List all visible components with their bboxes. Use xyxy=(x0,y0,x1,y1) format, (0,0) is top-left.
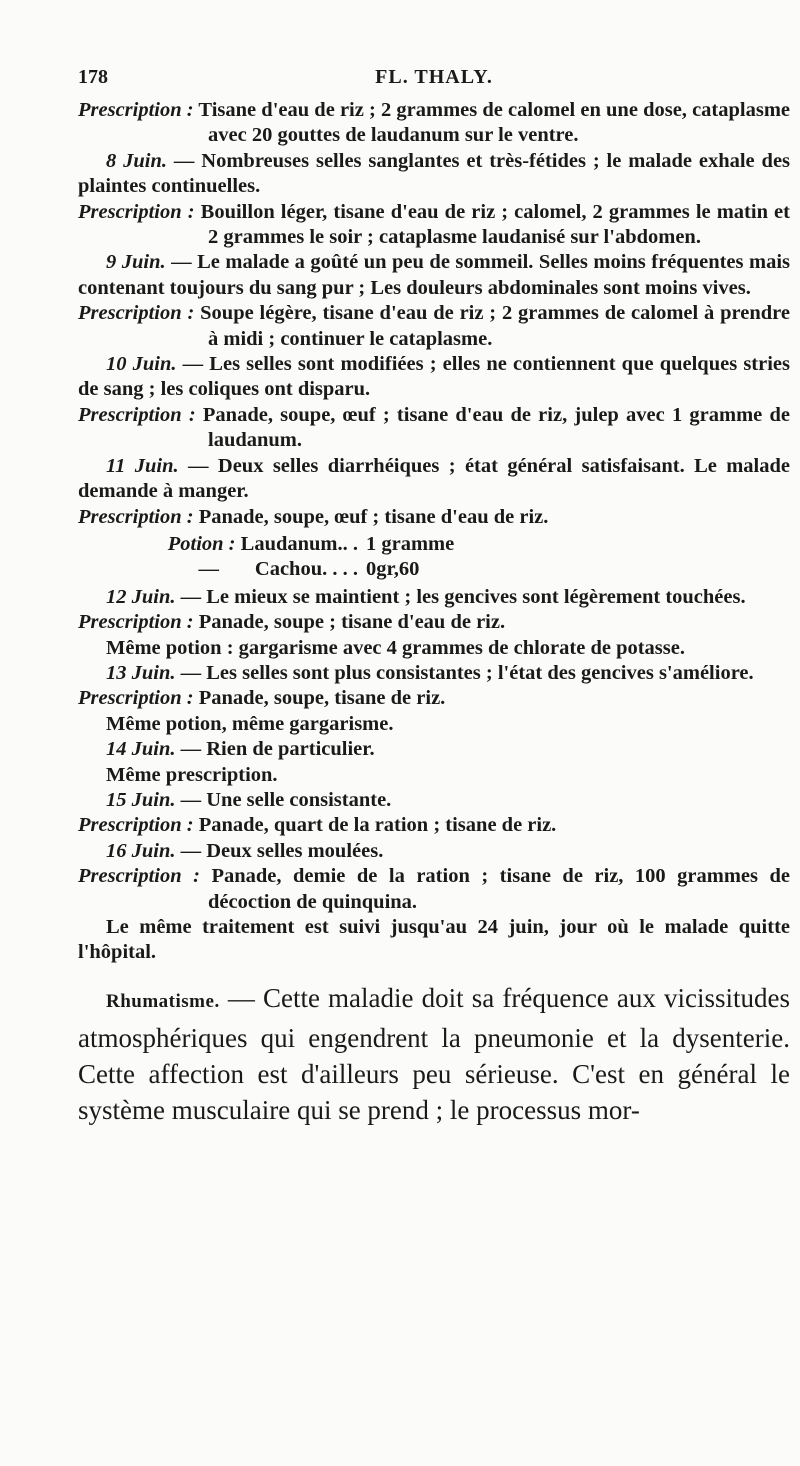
daily-entry xyxy=(78,737,790,762)
entry-text: — Les selles sont modifiées ; elles ne contiennent que quelques stries de sang ; les coliques ont disparu. xyxy=(78,353,790,401)
entry-text: — Deux selles diarrhéiques ; état général satisfaisant. Le malade demande à manger. xyxy=(78,454,790,503)
prescription-label: Prescription : xyxy=(78,302,195,325)
entry-date: 10 Juin. xyxy=(106,353,177,376)
prescription-label: Prescription : xyxy=(78,505,194,528)
entry-text: Panade, quart de la ration ; tisane de riz. xyxy=(198,814,557,837)
page-body xyxy=(78,98,790,966)
entry-text: Même prescription. xyxy=(106,763,278,786)
entry-text: Soupe légère, tisane d'eau de riz ; 2 grammes de calomel à prendre à midi ; continuer le cataplasme. xyxy=(200,302,791,350)
prescription-label: Prescription : xyxy=(78,687,194,710)
potion-ingredient-1: Laudanum.. . xyxy=(240,532,358,555)
entry-text: Bouillon léger, tisane d'eau de riz ; calomel, 2 grammes le matin et 2 grammes le soir ; cataplasme laudanisé sur l'abdomen. xyxy=(200,200,790,249)
entry-text: Même potion : gargarisme avec 4 grammes de chlorate de potasse. xyxy=(106,636,685,659)
entry-text: Tisane d'eau de riz ; 2 grammes de calomel en une dose, cataplasme avec 20 gouttes de laudanum sur le ventre. xyxy=(198,99,791,147)
entry-date: 9 Juin. xyxy=(106,251,166,274)
potion-dose-1: 1 gramme xyxy=(366,532,455,555)
daily-entry xyxy=(78,585,790,610)
prescription-label: Prescription : xyxy=(78,814,194,837)
entry-text: — Deux selles moulées. xyxy=(180,839,384,862)
potion-label: Potion : xyxy=(167,532,236,555)
note-entry xyxy=(78,915,790,966)
entry-text: Le même traitement est suivi jusqu'au 24 juin, jour où le malade quitte l'hôpital. xyxy=(78,916,790,964)
entry-date: 16 Juin. xyxy=(106,839,176,862)
entry-text: Même potion, même gargarisme. xyxy=(106,712,394,735)
prescription-entry xyxy=(78,686,790,711)
entry-text: Panade, soupe, œuf ; tisane d'eau de riz, julep avec 1 gramme de laudanum. xyxy=(202,403,791,452)
page-number: 178 xyxy=(78,66,108,88)
daily-entry xyxy=(78,788,790,813)
entry-text: Panade, demie de la ration ; tisane de riz, 100 grammes de décoction de quinquina. xyxy=(208,865,791,913)
entry-date: 8 Juin. xyxy=(106,149,168,172)
daily-entry xyxy=(78,149,790,200)
prescription-entry xyxy=(78,864,790,915)
prescription-entry xyxy=(78,610,790,635)
entry-text: Panade, soupe ; tisane d'eau de riz. xyxy=(198,611,506,634)
entry-text: — Nombreuses selles sanglantes et très-fétides ; le malade exhale des plaintes continuelles. xyxy=(78,149,791,198)
section-text: — Cette maladie doit sa fréquence aux vicissitudes atmosphériques qui engendrent la pneumonie et la dysenterie. Cette affection est d'ailleurs peu sérieuse. C'est en général le système musculaire qui se prend ; le processus mor- xyxy=(78,982,791,1125)
entry-text: — Le malade a goûté un peu de sommeil. Selles moins fréquentes mais contenant toujours du sang pur ; Les douleurs abdominales sont moins vives. xyxy=(78,251,791,299)
prescription-label: Prescription : xyxy=(78,200,195,223)
note-entry xyxy=(78,712,790,737)
daily-entry xyxy=(78,454,790,505)
entry-date: 14 Juin. xyxy=(106,738,176,761)
entry-date: 13 Juin. xyxy=(106,661,176,684)
entry-date: 12 Juin. xyxy=(106,585,176,608)
daily-entry xyxy=(78,839,790,864)
entry-text: Panade, soupe, tisane de riz. xyxy=(198,687,446,710)
prescription-entry xyxy=(78,98,790,149)
entries-block-2 xyxy=(78,585,790,966)
prescription-label: Prescription : xyxy=(78,865,200,888)
prescription-label: Prescription : xyxy=(78,403,196,426)
potion-dash: — xyxy=(198,558,220,581)
page-header xyxy=(78,60,790,98)
prescription-entry xyxy=(78,200,790,251)
running-title: FL. THALY. xyxy=(375,66,493,88)
prescription-label: Prescription : xyxy=(78,99,194,121)
entry-text: Panade, soupe, œuf ; tisane d'eau de riz. xyxy=(198,505,549,528)
prescription-entry xyxy=(78,505,790,530)
section-heading: Rhumatisme. xyxy=(106,990,220,1012)
entry-text: — Une selle consistante. xyxy=(180,788,392,811)
prescription-label: Prescription : xyxy=(78,611,194,634)
rhumatisme-paragraph xyxy=(78,980,790,1128)
note-entry xyxy=(78,636,790,661)
potion-row-2 xyxy=(78,557,790,582)
entry-date: 15 Juin. xyxy=(106,788,176,811)
daily-entry xyxy=(78,352,790,403)
daily-entry xyxy=(78,661,790,686)
entry-text: — Les selles sont plus consistantes ; l'état des gencives s'améliore. xyxy=(180,661,754,684)
potion-dose-2: 0gr,60 xyxy=(366,558,420,581)
potion-ingredient-2: Cachou. . . . xyxy=(254,558,358,581)
prescription-entry xyxy=(78,813,790,838)
potion-row-1 xyxy=(78,532,790,557)
daily-entry xyxy=(78,250,790,301)
page xyxy=(78,60,790,1155)
entry-text: — Le mieux se maintient ; les gencives sont légèrement touchées. xyxy=(180,585,746,608)
prescription-entry xyxy=(78,403,790,454)
note-entry xyxy=(78,763,790,788)
entries-block-1 xyxy=(78,98,790,530)
prescription-entry xyxy=(78,301,790,352)
potion-formula xyxy=(78,532,790,583)
entry-date: 11 Juin. xyxy=(106,454,179,477)
entry-text: — Rien de particulier. xyxy=(180,738,375,761)
